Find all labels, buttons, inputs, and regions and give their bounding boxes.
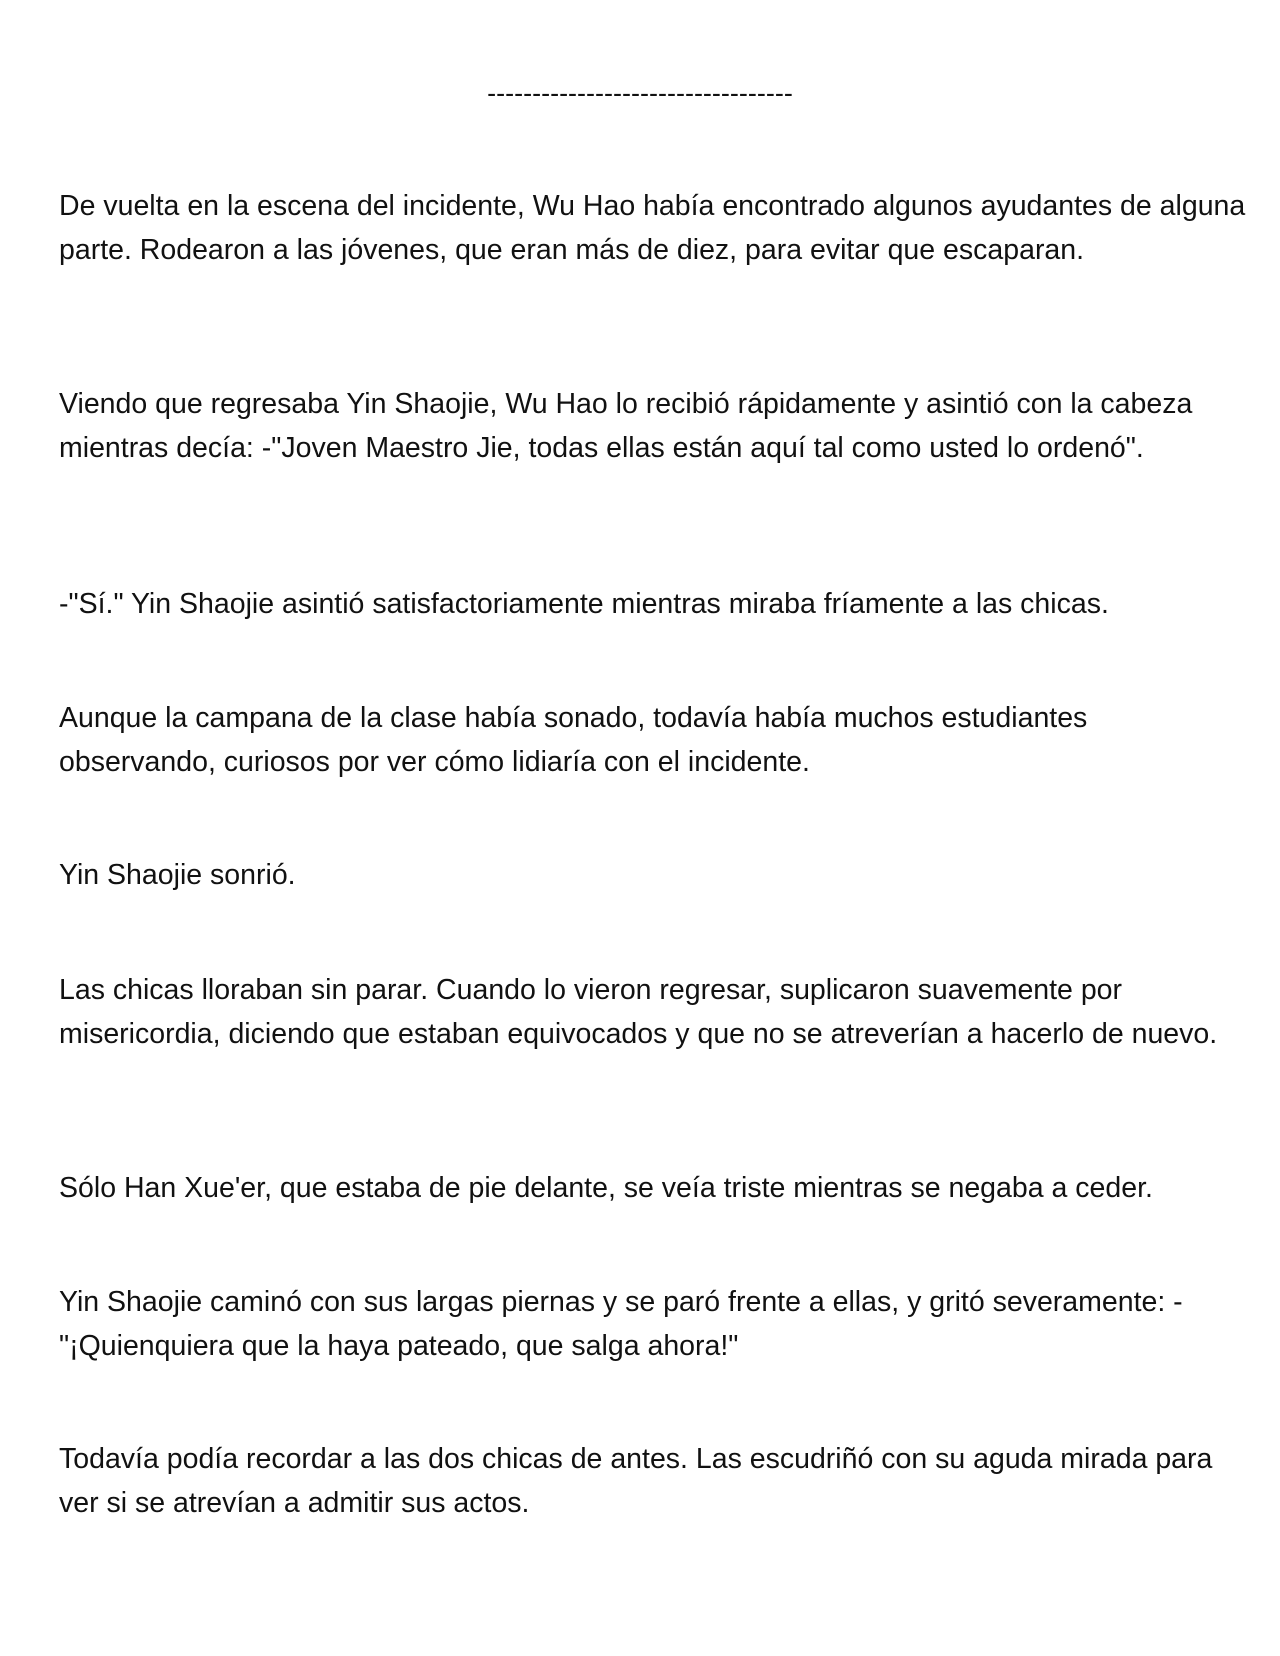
paragraph-4: Aunque la campana de la clase había sonado, todavía había muchos estudiantes observando, curiosos por ver cómo lidiaría con el incidente. bbox=[59, 702, 1088, 778]
paragraph-3: -"Sí." Yin Shaojie asintió satisfactoriamente mientras miraba fríamente a las chicas. bbox=[59, 588, 1109, 620]
paragraph-5: Yin Shaojie sonrió. bbox=[59, 859, 296, 891]
paragraph-2: Viendo que regresaba Yin Shaojie, Wu Hao lo recibió rápidamente y asintió con la cabeza mientras decía: -"Joven Maestro Jie, todas ellas están aquí tal como usted lo ordenó". bbox=[59, 388, 1193, 464]
paragraph-7: Sólo Han Xue'er, que estaba de pie delante, se veía triste mientras se negaba a ceder. bbox=[59, 1172, 1153, 1204]
paragraph-9: Todavía podía recordar a las dos chicas de antes. Las escudriñó con su aguda mirada para ver si se atrevían a admitir sus actos. bbox=[59, 1443, 1213, 1519]
paragraph-1: De vuelta en la escena del incidente, Wu Hao había encontrado algunos ayudantes de alguna parte. Rodearon a las jóvenes, que eran más de diez, para evitar que escaparan. bbox=[59, 190, 1246, 266]
section-separator: ---------------------------------- bbox=[487, 78, 793, 108]
paragraph-8: Yin Shaojie caminó con sus largas piernas y se paró frente a ellas, y gritó severamente: -"¡Quienquiera que la haya pateado, que salga ahora!" bbox=[59, 1286, 1183, 1362]
paragraph-6: Las chicas lloraban sin parar. Cuando lo vieron regresar, suplicaron suavemente por misericordia, diciendo que estaban equivocados y que no se atreverían a hacerlo de nuevo. bbox=[59, 974, 1218, 1050]
